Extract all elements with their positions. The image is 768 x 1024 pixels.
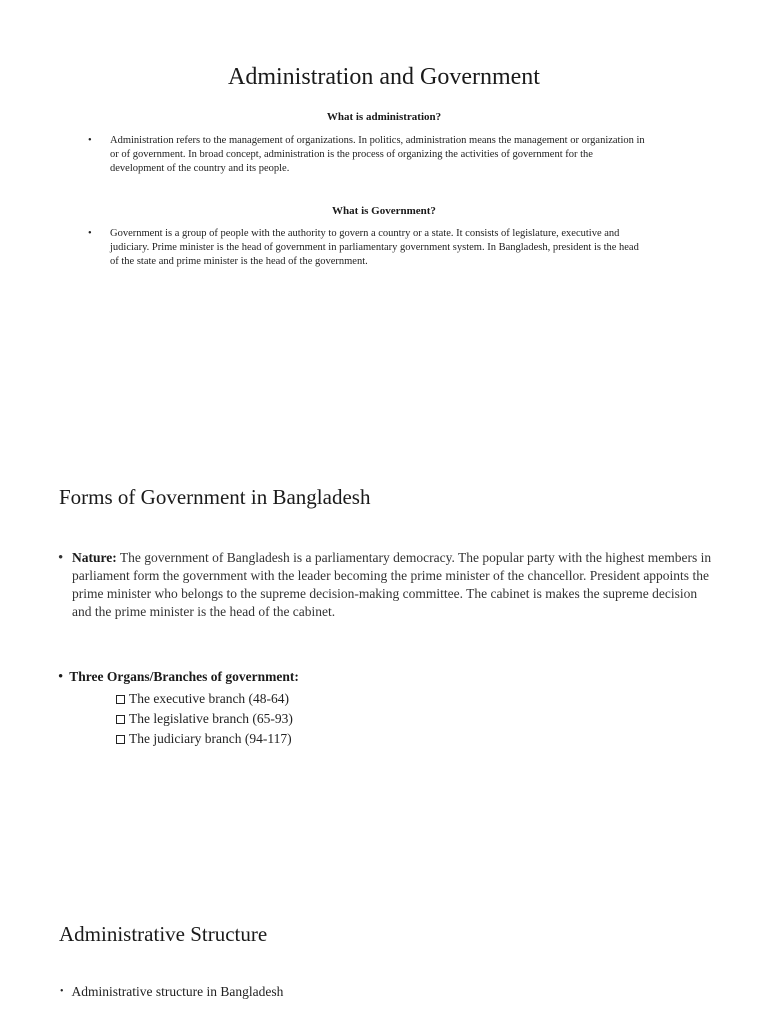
slide-title: Administrative Structure <box>59 922 268 946</box>
organs-label: Three Organs/Branches of government: <box>69 669 299 684</box>
question-government: What is Government? <box>332 205 436 217</box>
checkbox-bullet-icon <box>116 735 125 744</box>
slide-forms-of-government <box>0 430 768 870</box>
slide-title: Forms of Government in Bangladesh <box>59 485 371 509</box>
slide-administrative-structure <box>0 870 768 1024</box>
bullet-icon: • <box>88 135 92 146</box>
nature-label: Nature: <box>72 550 117 565</box>
bullet-organs <box>58 669 299 686</box>
checkbox-bullet-icon <box>116 695 125 704</box>
bullet-government <box>88 227 648 268</box>
question-administration: What is administration? <box>326 111 442 123</box>
bullet-text <box>72 549 713 621</box>
bullet-icon: • <box>88 228 92 239</box>
nature-text: The government of Bangladesh is a parliamentary democracy. The popular party with the highest members in parliament form the government with the leader becoming the prime minister of the chancellor. President appoints the prime minister who belongs to the supreme decision-making committee. The cabinet is makes the supreme decision and the prime minister is the head of the cabinet. <box>72 550 712 619</box>
bullet-icon: • <box>58 669 64 685</box>
bullet-nature <box>58 549 713 621</box>
list-item: The legislative branch (65-93) <box>116 709 293 729</box>
bullet-icon: • <box>60 986 64 997</box>
checkbox-bullet-icon <box>116 715 125 724</box>
bullet-structure <box>60 984 283 1000</box>
bullet-text: Government is a group of people with the authority to govern a country or a state. It consists of legislature, executive and judiciary. Prime minister is the head of government in parliamentary government system. In Bangladesh, president is the head of the state and prime minister is the head of the government. <box>110 228 639 267</box>
bullet-administration <box>88 134 648 175</box>
slide-administration <box>0 0 768 430</box>
list-item: The judiciary branch (94-117) <box>116 729 293 749</box>
list-item: The executive branch (48-64) <box>116 689 293 709</box>
bullet-text: Administration refers to the management of organizations. In politics, administration means the management or organization in or of government. In broad concept, administration is the process of organizing the activities of government for the development of the country and its people. <box>110 135 645 174</box>
slide-title: Administration and Government <box>228 64 540 90</box>
bullet-text: Administrative structure in Bangladesh <box>71 984 284 999</box>
bullet-icon: • <box>58 550 64 566</box>
branch-list <box>116 689 293 749</box>
